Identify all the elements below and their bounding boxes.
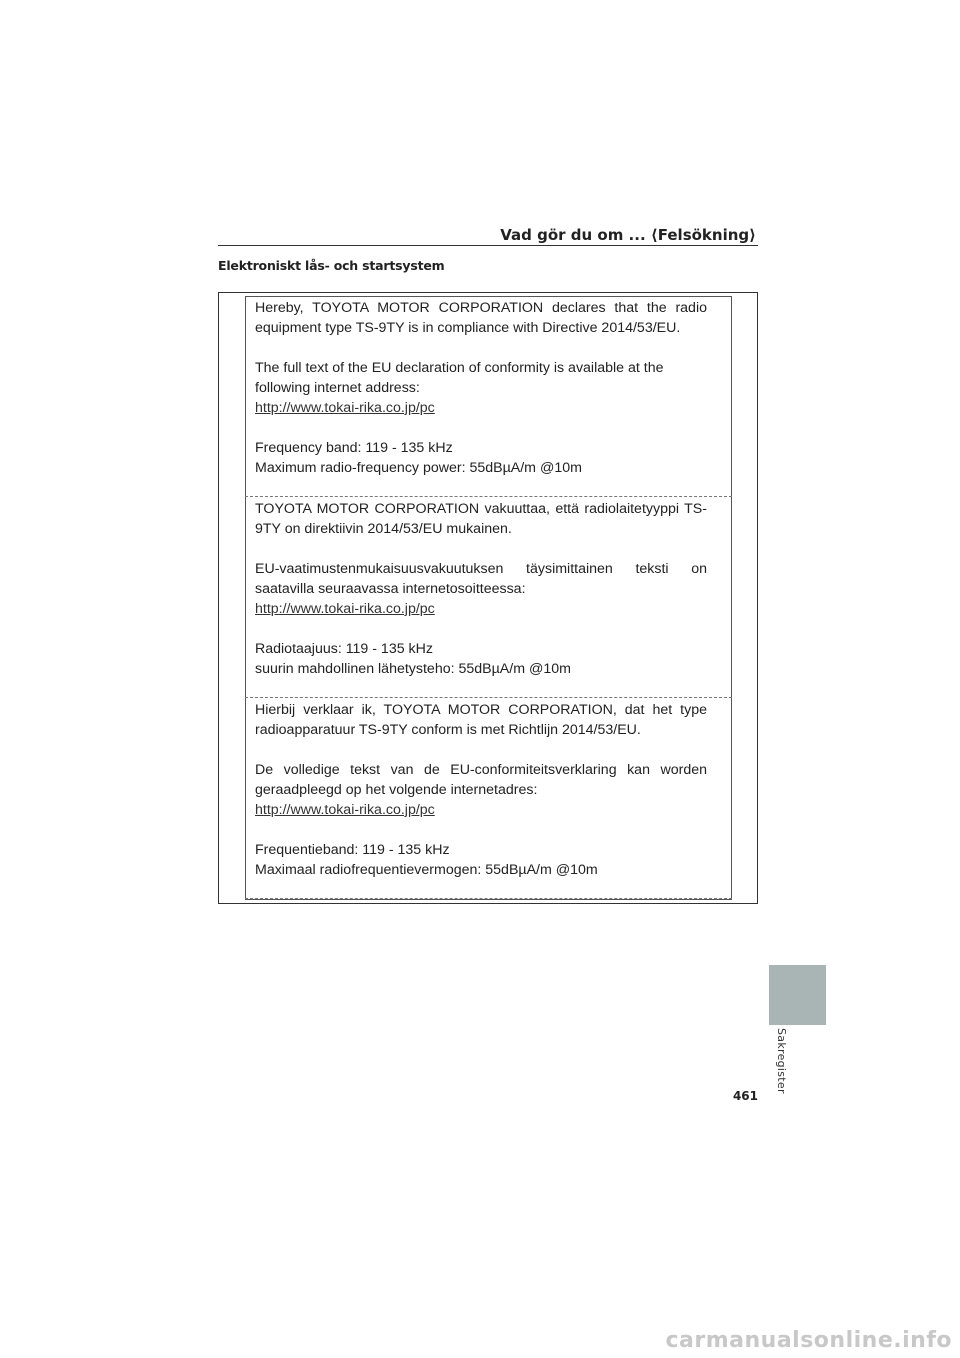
- dutch-radio-specs: [255, 840, 707, 880]
- page-number: 461: [732, 1089, 758, 1103]
- section-title: Elektroniskt lås- och startsystem: [218, 258, 445, 273]
- header-rule: [218, 245, 758, 246]
- english-radio-specs: [255, 438, 707, 478]
- chapter-title: Vad gör du om ... ⟨Felsökning⟩: [500, 226, 756, 244]
- dutch-frequency-band: Frequentieband: 119 - 135 kHz: [255, 842, 450, 858]
- finnish-url-link[interactable]: http://www.tokai-rika.co.jp/pc: [255, 601, 435, 617]
- watermark: carmanualsonline.info: [665, 1328, 952, 1353]
- english-frequency-band: Frequency band: 119 - 135 kHz: [255, 440, 453, 456]
- declaration-dutch: [255, 700, 707, 880]
- index-tab-block[interactable]: [769, 965, 826, 1025]
- index-tab-label: Sakregister: [775, 1028, 788, 1094]
- finnish-statement: TOYOTA MOTOR CORPORATION vakuuttaa, että radiolaitetyyppi TS-9TY on direktiivin 2014/53/EU mukainen.: [255, 501, 707, 537]
- finnish-radio-specs: [255, 639, 707, 679]
- english-max-power: Maximum radio-frequency power: 55dBµA/m @10m: [255, 460, 582, 476]
- declaration-finnish: [255, 499, 707, 679]
- declaration-english: [255, 298, 707, 478]
- english-url-link[interactable]: http://www.tokai-rika.co.jp/pc: [255, 400, 435, 416]
- finnish-intro-text: EU-vaatimustenmukaisuusvakuutuksen täysimittainen teksti on saatavilla seuraavassa internetosoitteessa:: [255, 561, 707, 597]
- dutch-url-link[interactable]: http://www.tokai-rika.co.jp/pc: [255, 802, 435, 818]
- section-divider: [245, 496, 732, 497]
- section-divider: [245, 898, 732, 899]
- section-divider: [245, 697, 732, 698]
- dutch-max-power: Maximaal radiofrequentievermogen: 55dBµA/m @10m: [255, 862, 598, 878]
- finnish-max-power: suurin mahdollinen lähetysteho: 55dBµA/m @10m: [255, 661, 571, 677]
- dutch-statement: Hierbij verklaar ik, TOYOTA MOTOR CORPORATION, dat het type radioapparatuur TS-9TY conform is met Richtlijn 2014/53/EU.: [255, 702, 707, 738]
- english-full-text-intro: [255, 358, 707, 418]
- finnish-full-text-intro: [255, 559, 707, 619]
- english-statement: Hereby, TOYOTA MOTOR CORPORATION declares that the radio equipment type TS-9TY is in compliance with Directive 2014/53/EU.: [255, 300, 707, 336]
- dutch-full-text-intro: [255, 760, 707, 820]
- finnish-frequency-band: Radiotaajuus: 119 - 135 kHz: [255, 641, 433, 657]
- dutch-intro-text: De volledige tekst van de EU-conformiteitsverklaring kan worden geraadpleegd op het volgende internetadres:: [255, 762, 707, 798]
- english-intro-text: The full text of the EU declaration of conformity is available at the following internet address:: [255, 360, 664, 396]
